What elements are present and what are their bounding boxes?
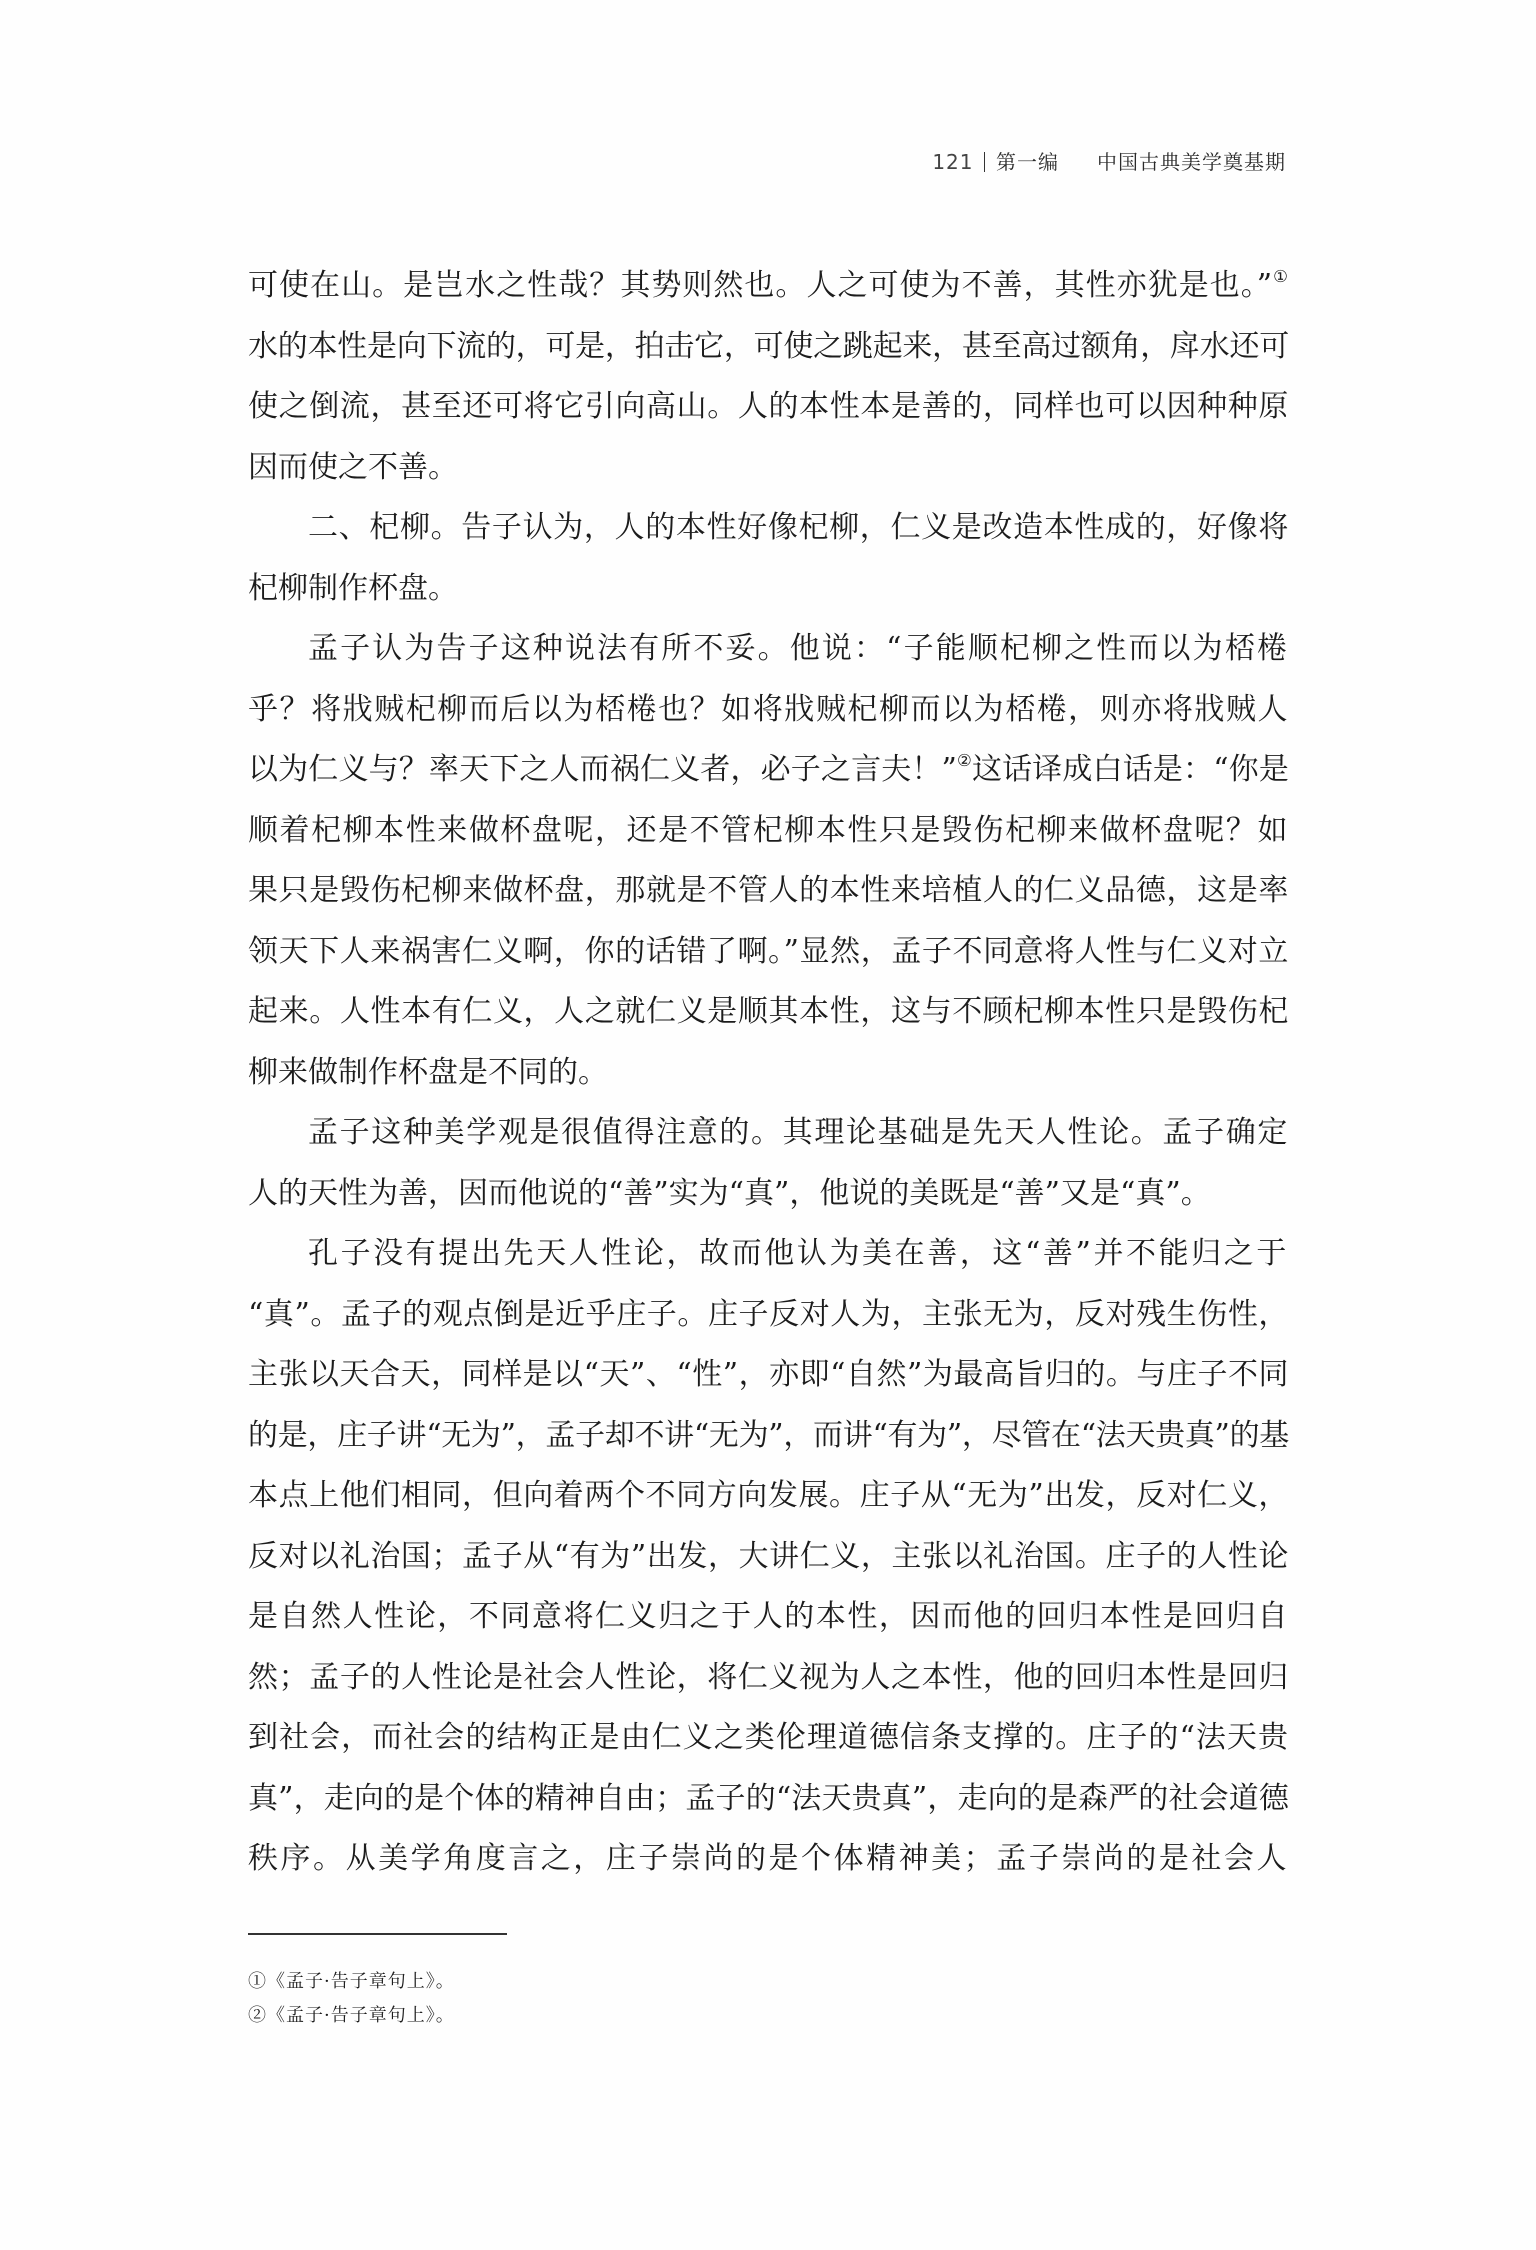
line-text: 本点上他们相同，但向着两个不同方向发展。庄子从“无为”出发，反对仁义， bbox=[248, 1478, 1289, 1513]
line-text: 二、杞柳。告子认为，人的本性好像杞柳，仁义是改造本性成的，好像将 bbox=[308, 510, 1289, 545]
text-line bbox=[248, 1285, 1289, 1346]
line-text: “真”。孟子的观点倒是近乎庄子。庄子反对人为，主张无为，反对残生伤性， bbox=[248, 1296, 1289, 1332]
part-label: 第一编 bbox=[996, 150, 1059, 174]
line-text: 使之倒流，甚至还可将它引向高山。人的本性本是善的，同样也可以因种种原 bbox=[248, 389, 1289, 424]
text-line bbox=[248, 1466, 1289, 1527]
text-line bbox=[248, 1164, 1289, 1225]
text-line bbox=[248, 256, 1289, 317]
text-line bbox=[248, 922, 1289, 983]
text-line bbox=[248, 1648, 1289, 1709]
footnote: ①《孟子·告子章句上》。 bbox=[248, 1971, 455, 1992]
line-text: 的是，庄子讲“无为”，孟子却不讲“无为”，而讲“有为”，尽管在“法天贵真”的基 bbox=[248, 1417, 1289, 1453]
text-line bbox=[248, 1769, 1289, 1830]
text-line bbox=[248, 1345, 1289, 1406]
line-text: 然；孟子的人性论是社会人性论，将仁义视为人之本性，他的回归本性是回归 bbox=[248, 1659, 1289, 1695]
footnote-rule bbox=[248, 1933, 507, 1935]
text-line bbox=[248, 1527, 1289, 1588]
line-text: 果只是毁伤杞柳来做杯盘，那就是不管人的本性来培植人的仁义品德，这是率 bbox=[248, 873, 1289, 908]
part-title: 中国古典美学奠基期 bbox=[1097, 150, 1286, 174]
paragraph bbox=[248, 619, 1289, 1103]
line-text: 起来。人性本有仁义，人之就仁义是顺其本性，这与不顾杞柳本性只是毁伤杞 bbox=[248, 994, 1289, 1029]
paragraph bbox=[248, 1224, 1289, 1890]
footnote-marker: ② bbox=[957, 750, 972, 770]
text-line bbox=[248, 619, 1289, 680]
line-text: 以为仁义与？率天下之人而祸仁义者，必子之言夫！”②这话译成白话是：“你是 bbox=[248, 750, 1289, 787]
paragraph bbox=[248, 256, 1289, 498]
line-text: 柳来做制作杯盘是不同的。 bbox=[248, 1054, 608, 1090]
footnote: ②《孟子·告子章句上》。 bbox=[248, 2005, 455, 2026]
line-text: 顺着杞柳本性来做杯盘呢，还是不管杞柳本性只是毁伤杞柳来做杯盘呢？如 bbox=[248, 812, 1289, 848]
line-text: 杞柳制作杯盘。 bbox=[248, 570, 458, 606]
line-text: 孔子没有提出先天人性论，故而他认为美在善，这“善”并不能归之于 bbox=[308, 1236, 1289, 1271]
line-text: 反对以礼治国；孟子从“有为”出发，大讲仁义，主张以礼治国。庄子的人性论 bbox=[248, 1538, 1289, 1574]
line-text: 真”，走向的是个体的精神自由；孟子的“法天贵真”，走向的是森严的社会道德 bbox=[248, 1780, 1289, 1816]
line-text: 孟子这种美学观是很值得注意的。其理论基础是先天人性论。孟子确定 bbox=[308, 1115, 1289, 1150]
page-number: 121 bbox=[932, 150, 974, 174]
paragraph bbox=[248, 498, 1289, 619]
line-text: 秩序。从美学角度言之，庄子崇尚的是个体精神美；孟子崇尚的是社会人 bbox=[248, 1841, 1289, 1876]
line-text: 可使在山。是岂水之性哉？其势则然也。人之可使为不善，其性亦犹是也。”① bbox=[248, 266, 1289, 303]
text-line bbox=[248, 1708, 1289, 1769]
line-text: 到社会，而社会的结构正是由仁义之类伦理道德信条支撑的。庄子的“法天贵 bbox=[248, 1720, 1289, 1755]
line-text: 领天下人来祸害仁义啊，你的话错了啊。”显然，孟子不同意将人性与仁义对立 bbox=[248, 933, 1289, 969]
line-text: 孟子认为告子这种说法有所不妥。他说：“子能顺杞柳之性而以为桮棬 bbox=[308, 631, 1289, 666]
line-text: 主张以天合天，同样是以“天”、“性”，亦即“自然”为最高旨归的。与庄子不同 bbox=[248, 1357, 1289, 1392]
text-line bbox=[248, 982, 1289, 1043]
text-line bbox=[248, 1103, 1289, 1164]
line-text: 乎？将戕贼杞柳而后以为桮棬也？如将戕贼杞柳而以为桮棬，则亦将戕贼人 bbox=[248, 691, 1289, 727]
text-line bbox=[248, 317, 1289, 378]
paragraph bbox=[248, 1103, 1289, 1224]
text-line bbox=[248, 861, 1289, 922]
text-line bbox=[248, 1587, 1289, 1648]
text-line bbox=[248, 377, 1289, 438]
body-text bbox=[248, 256, 1289, 1890]
line-text: 人的天性为善，因而他说的“善”实为“真”，他说的美既是“善”又是“真”。 bbox=[248, 1175, 1211, 1211]
line-text: 因而使之不善。 bbox=[248, 449, 458, 485]
line-text: 是自然人性论，不同意将仁义归之于人的本性，因而他的回归本性是回归自 bbox=[248, 1599, 1289, 1634]
text-line bbox=[248, 438, 1289, 499]
text-line bbox=[248, 498, 1289, 559]
text-line bbox=[248, 680, 1289, 741]
text-line bbox=[248, 1829, 1289, 1890]
text-line bbox=[248, 1043, 1289, 1104]
header-divider bbox=[984, 152, 986, 172]
text-line bbox=[248, 1224, 1289, 1285]
footnote-marker: ① bbox=[1273, 266, 1289, 286]
text-line bbox=[248, 559, 1289, 620]
running-header bbox=[932, 149, 1286, 175]
text-line bbox=[248, 740, 1289, 801]
line-text: 水的本性是向下流的，可是，拍击它，可使之跳起来，甚至高过额角，戽水还可 bbox=[248, 328, 1289, 364]
text-line bbox=[248, 1406, 1289, 1467]
footnotes bbox=[248, 1965, 455, 2033]
text-line bbox=[248, 801, 1289, 862]
